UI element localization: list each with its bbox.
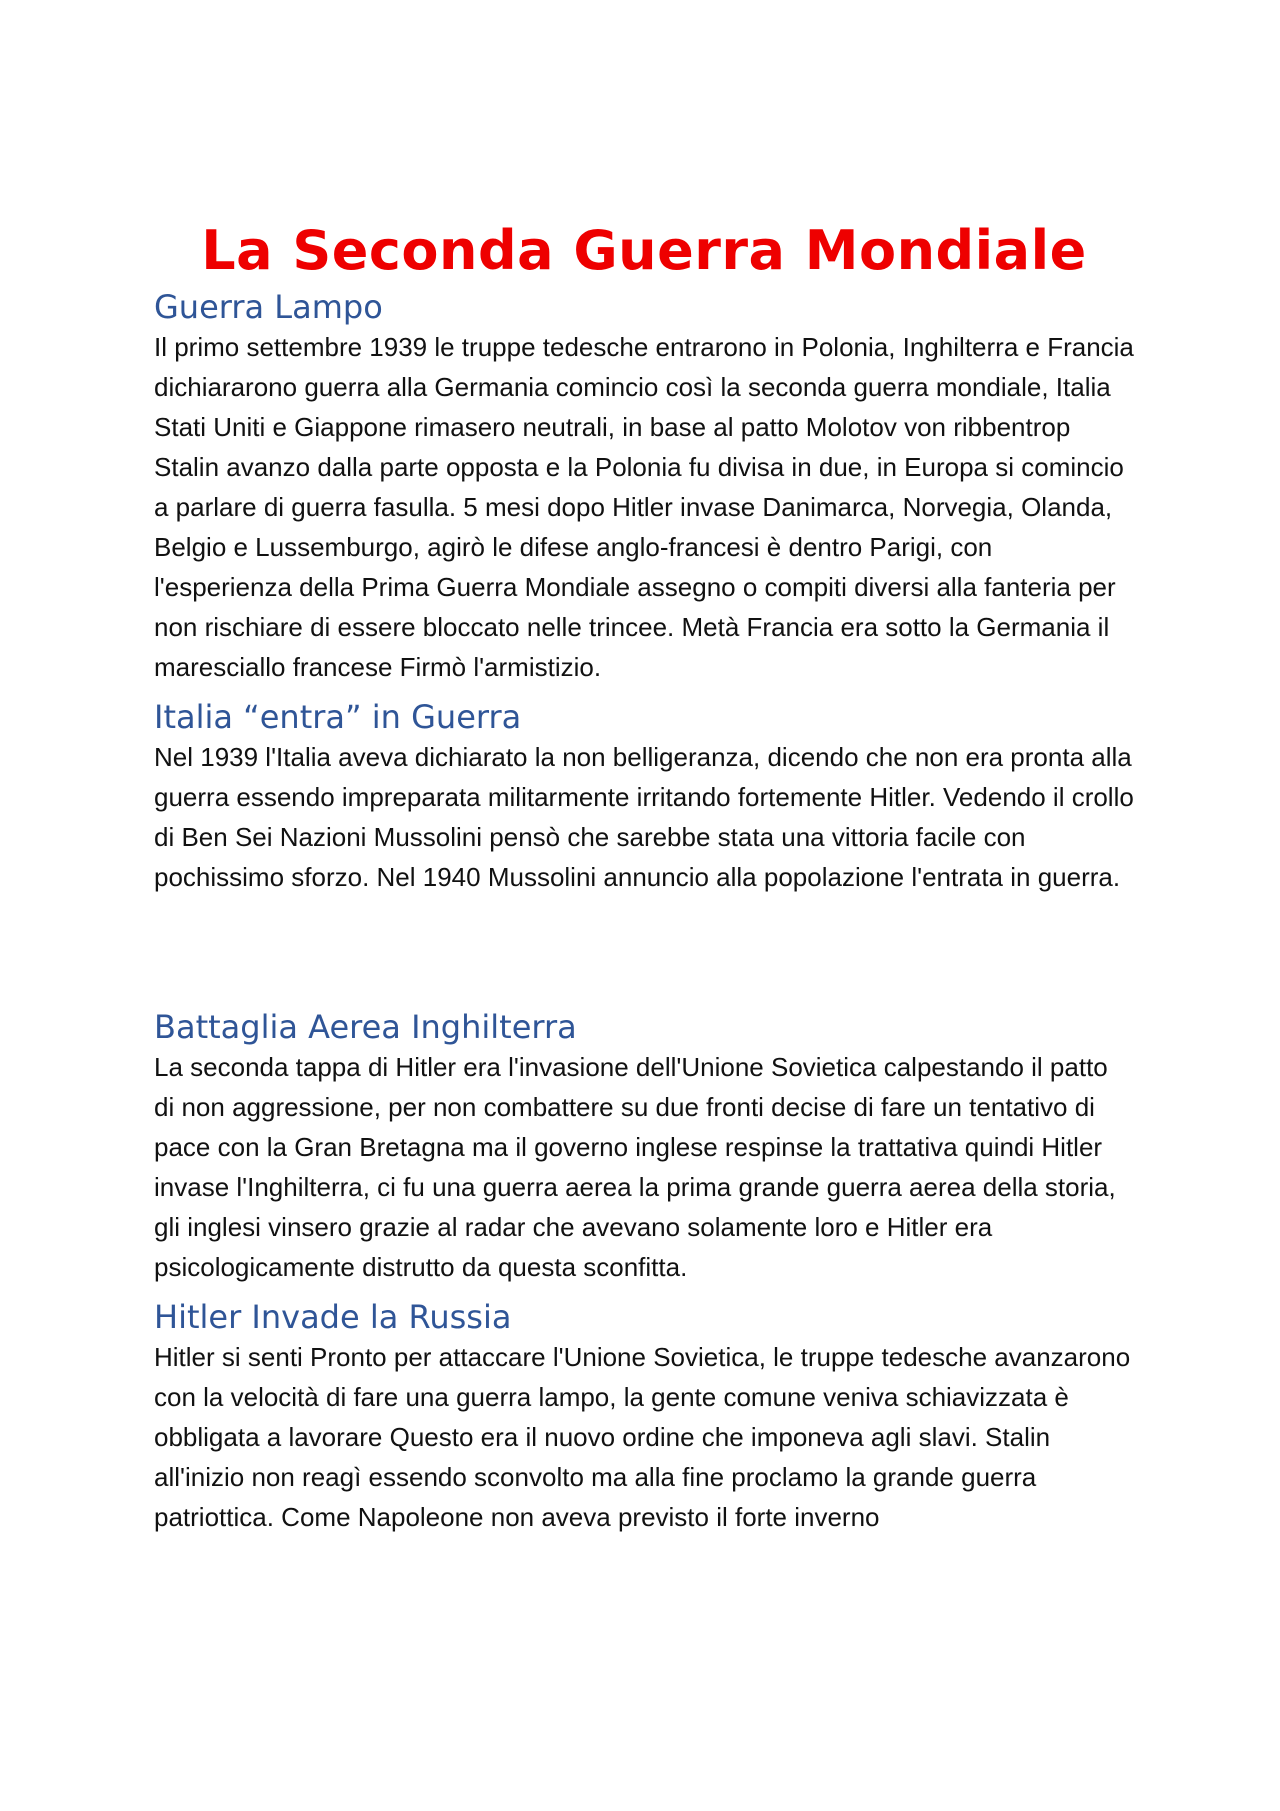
section-body-italia-entra: Nel 1939 l'Italia aveva dichiarato la non belligeranza, dicendo che non era pronta alla guerra essendo impreparata militarmente irritando fortemente Hitler. Vedendo il crollo di Ben Sei Nazioni Mussolini pensò che sarebbe stata una vittoria facile con pochissimo sforzo. Nel 1940 Mussolini annuncio alla popolazione l'entrata in guerra. [154,742,1134,892]
section-body-guerra-lampo: Il primo settembre 1939 le truppe tedesche entrarono in Polonia, Inghilterra e Francia dichiararono guerra alla Germania comincio così la seconda guerra mondiale, Italia Stati Uniti e Giappone rimasero neutrali, in base al patto Molotov von ribbentrop Stalin avanzo dalla parte opposta e la Polonia fu divisa in due, in Europa si comincio a parlare di guerra fasulla. 5 mesi dopo Hitler invase Danimarca, Norvegia, Olanda, Belgio e Lussemburgo, agirò le difese anglo-francesi è dentro Parigi, con l'esperienza della Prima Guerra Mondiale assegno o compiti diversi alla fanteria per non rischiare di essere bloccato nelle trincee. Metà Francia era sotto la Germania il maresciallo francese Firmò l'armistizio. [154,332,1134,682]
section-heading-guerra-lampo: Guerra Lampo [154,288,383,326]
section-heading-battaglia-aerea: Battaglia Aerea Inghilterra [154,1008,577,1046]
section-body-battaglia-aerea: La seconda tappa di Hitler era l'invasione dell'Unione Sovietica calpestando il patto di non aggressione, per non combattere su due fronti decise di fare un tentativo di pace con la Gran Bretagna ma il governo inglese respinse la trattativa quindi Hitler invase l'Inghilterra, ci fu una guerra aerea la prima grande guerra aerea della storia, gli inglesi vinsero grazie al radar che avevano solamente loro e Hitler era psicologicamente distrutto da questa sconfitta. [154,1052,1116,1282]
section-heading-hitler-russia: Hitler Invade la Russia [154,1298,512,1336]
section-heading-italia-entra: Italia “entra” in Guerra [154,698,522,736]
document-page [154,215,1134,1547]
document-title: La Seconda Guerra Mondiale [201,219,1087,282]
section-body-hitler-russia: Hitler si senti Pronto per attaccare l'Unione Sovietica, le truppe tedesche avanzarono con la velocità di fare una guerra lampo, la gente comune veniva schiavizzata è obbligata a lavorare Questo era il nuovo ordine che imponeva agli slavi. Stalin all'inizio non reagì essendo sconvolto ma alla fine proclamo la grande guerra patriottica. Come Napoleone non aveva previsto il forte inverno [154,1342,1131,1532]
